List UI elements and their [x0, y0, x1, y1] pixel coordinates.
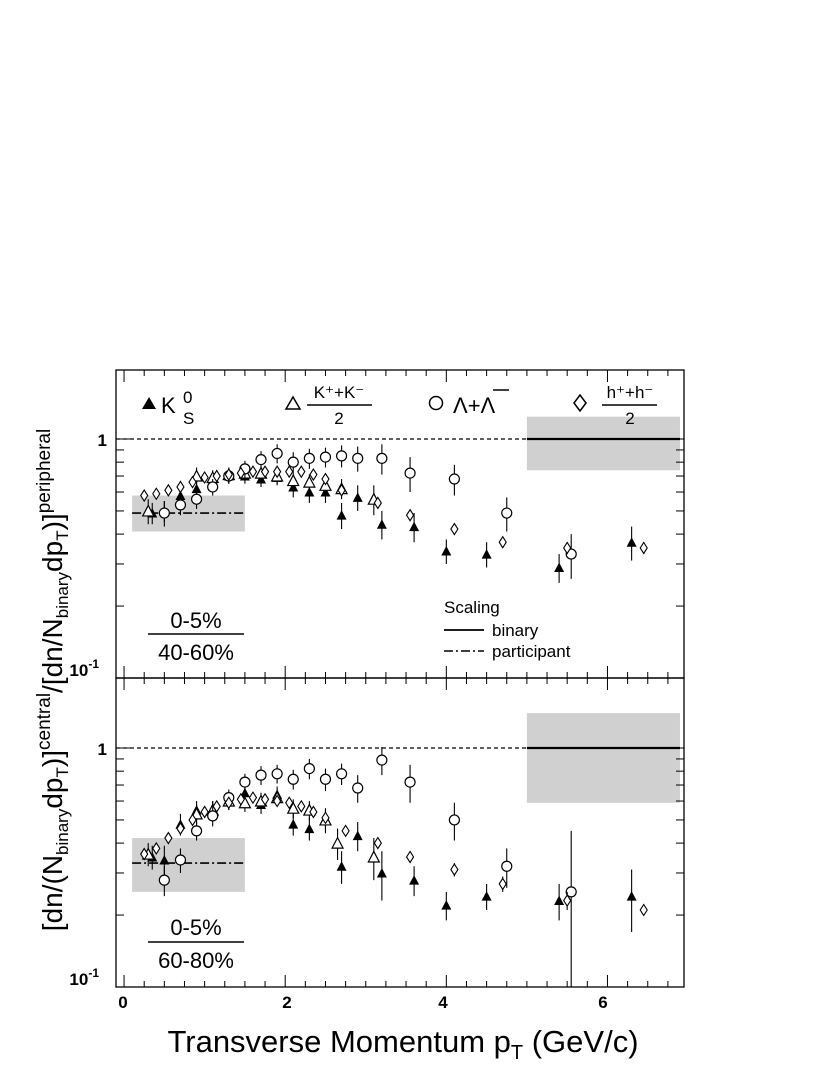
data-point-lambda	[304, 764, 314, 774]
marker-filled-triangle	[554, 562, 564, 572]
marker-filled-triangle	[353, 492, 363, 502]
data-point-lambda	[256, 770, 266, 780]
data-point-hch	[177, 481, 184, 492]
legend-kch-den: 2	[334, 409, 344, 428]
data-point-lambda	[175, 500, 185, 510]
data-point-hch	[451, 524, 458, 535]
data-point-hch	[201, 806, 208, 817]
data-point-hch	[249, 792, 256, 803]
legend-k0s-sup: 0	[183, 388, 193, 407]
marker-open-circle	[377, 755, 387, 765]
data-point-hch	[640, 904, 647, 915]
data-point-lambda	[159, 508, 169, 518]
marker-open-diamond	[249, 466, 256, 477]
marker-filled-triangle	[377, 519, 387, 529]
marker-open-triangle	[332, 838, 343, 849]
data-point-hch	[451, 864, 458, 875]
x-tick-label: 0	[118, 993, 128, 1012]
data-point-lambda	[353, 453, 363, 463]
centrality-top-numerator: 0-5%	[170, 608, 222, 633]
marker-open-diamond	[322, 474, 329, 485]
marker-open-circle	[304, 453, 314, 463]
marker-open-circle	[192, 494, 202, 504]
data-point-hch	[165, 485, 172, 496]
data-point-k0s	[482, 549, 492, 559]
x-tick-label: 4	[438, 993, 448, 1012]
data-point-lambda	[449, 815, 459, 825]
data-point-lambda	[405, 468, 415, 478]
marker-filled-triangle	[409, 875, 419, 885]
marker-open-circle	[304, 764, 314, 774]
legend-open-circle-icon	[430, 397, 443, 410]
marker-open-circle	[377, 453, 387, 463]
marker-open-circle	[208, 811, 218, 821]
marker-open-circle	[449, 474, 459, 484]
data-point-lambda	[208, 482, 218, 492]
centrality-bottom-numerator: 0-5%	[170, 915, 222, 940]
data-point-hch	[322, 474, 329, 485]
marker-filled-triangle	[554, 896, 564, 906]
data-point-k0s	[409, 875, 419, 885]
data-point-hch	[499, 878, 506, 889]
legend-hch-den: 2	[625, 409, 635, 428]
marker-filled-triangle	[337, 861, 347, 871]
marker-open-circle	[337, 769, 347, 779]
legend-hch-num: h⁺+h⁻	[606, 383, 654, 402]
data-point-k0s	[554, 896, 564, 906]
marker-filled-triangle	[482, 891, 492, 901]
data-point-kch	[332, 838, 343, 849]
marker-open-diamond	[201, 806, 208, 817]
centrality-top-denominator: 40-60%	[158, 640, 234, 665]
marker-filled-triangle	[337, 510, 347, 520]
marker-open-circle	[502, 508, 512, 518]
legend-kch-num: K⁺+K⁻	[313, 383, 365, 402]
data-point-hch	[407, 851, 414, 862]
marker-open-diamond	[177, 481, 184, 492]
marker-open-diamond	[640, 542, 647, 553]
y-tick-label-top-0.1: $10^{-1}$	[69, 657, 99, 680]
data-point-lambda	[175, 855, 185, 865]
marker-open-circle	[320, 774, 330, 784]
data-point-hch	[249, 466, 256, 477]
data-point-lambda	[320, 452, 330, 462]
marker-open-circle	[175, 500, 185, 510]
marker-filled-triangle	[377, 868, 387, 878]
data-point-lambda	[377, 453, 387, 463]
legend-k0s-main: K	[161, 393, 176, 418]
data-point-k0s	[337, 861, 347, 871]
data-point-lambda	[256, 455, 266, 465]
data-point-k0s	[409, 522, 419, 532]
data-point-k0s	[304, 824, 314, 834]
data-point-lambda	[337, 451, 347, 461]
data-point-hch	[286, 466, 293, 477]
legend-item-lambda	[430, 390, 510, 418]
scaling-legend-title: Scaling	[444, 598, 500, 617]
marker-filled-triangle	[353, 831, 363, 841]
marker-open-diamond	[451, 864, 458, 875]
y-tick-label-bottom-1: 1	[97, 740, 107, 759]
marker-open-diamond	[407, 851, 414, 862]
data-point-lambda	[320, 774, 330, 784]
data-point-lambda	[272, 769, 282, 779]
marker-filled-triangle	[627, 891, 637, 901]
x-tick-labels	[118, 993, 607, 1012]
data-point-lambda	[240, 777, 250, 787]
data-point-hch	[374, 838, 381, 849]
data-point-lambda	[405, 777, 415, 787]
y-tick-label-top-1: 1	[97, 431, 107, 450]
legend-item-kch	[286, 383, 372, 428]
marker-open-circle	[272, 448, 282, 458]
marker-open-circle	[192, 826, 202, 836]
x-tick-label: 2	[282, 993, 292, 1012]
marker-open-circle	[449, 815, 459, 825]
marker-open-circle	[240, 777, 250, 787]
panel-bottom	[116, 678, 684, 987]
marker-open-circle	[353, 783, 363, 793]
y-tick-label-bottom-0.1: $10^{-1}$	[69, 966, 99, 989]
marker-open-diamond	[407, 510, 414, 521]
marker-open-diamond	[342, 825, 349, 836]
legend-filled-triangle-icon	[142, 397, 156, 409]
marker-filled-triangle	[482, 549, 492, 559]
data-point-k0s	[377, 868, 387, 878]
data-point-lambda	[449, 474, 459, 484]
marker-filled-triangle	[288, 819, 298, 829]
marker-open-circle	[502, 861, 512, 871]
panels-layer	[116, 370, 684, 987]
y-tick-labels	[69, 431, 107, 989]
data-point-k0s	[353, 492, 363, 502]
marker-open-diamond	[165, 485, 172, 496]
marker-open-diamond	[451, 524, 458, 535]
data-point-hch	[640, 542, 647, 553]
data-point-k0s	[288, 819, 298, 829]
marker-open-circle	[320, 452, 330, 462]
marker-open-diamond	[499, 537, 506, 548]
data-point-k0s	[377, 519, 387, 529]
marker-filled-triangle	[441, 546, 451, 556]
marker-open-diamond	[640, 904, 647, 915]
data-point-hch	[298, 801, 305, 812]
marker-open-circle	[405, 777, 415, 787]
data-point-lambda	[337, 769, 347, 779]
legend-lambda-text: Λ+Λ	[453, 393, 496, 418]
data-point-k0s	[441, 546, 451, 556]
marker-open-circle	[288, 774, 298, 784]
marker-open-diamond	[286, 466, 293, 477]
legend-k0s-sub: S	[183, 409, 195, 428]
marker-open-circle	[337, 451, 347, 461]
marker-filled-triangle	[441, 900, 451, 910]
marker-filled-triangle	[627, 537, 637, 547]
data-point-k0s	[337, 510, 347, 520]
data-point-lambda	[502, 508, 512, 518]
marker-open-circle	[288, 457, 298, 467]
data-point-lambda	[502, 861, 512, 871]
scaling-legend-participant-label: participant	[492, 642, 571, 661]
data-point-k0s	[627, 891, 637, 901]
marker-open-circle	[159, 875, 169, 885]
centrality-bottom-denominator: 60-80%	[158, 948, 234, 973]
data-point-lambda	[159, 875, 169, 885]
marker-open-diamond	[374, 838, 381, 849]
marker-open-diamond	[499, 878, 506, 889]
marker-filled-triangle	[409, 522, 419, 532]
marker-open-circle	[208, 482, 218, 492]
data-point-k0s	[353, 831, 363, 841]
centrality-label-top	[148, 608, 244, 665]
data-point-lambda	[272, 448, 282, 458]
data-point-hch	[342, 825, 349, 836]
data-point-lambda	[377, 755, 387, 765]
data-point-hch	[407, 510, 414, 521]
scaling-legend	[444, 598, 571, 661]
marker-open-circle	[256, 455, 266, 465]
y-axis-label: $[dn/(N_{binary}dp_T)]^{central}/[dn/N_{binary}dp_T)]^{peripheral}$	[34, 428, 72, 932]
data-point-lambda	[192, 826, 202, 836]
marker-open-diamond	[298, 466, 305, 477]
participant-uncertainty-band	[132, 838, 245, 892]
data-point-kch	[368, 851, 379, 862]
marker-open-circle	[272, 769, 282, 779]
marker-open-circle	[353, 453, 363, 463]
data-point-k0s	[627, 537, 637, 547]
legend-item-k0s	[142, 388, 194, 428]
marker-open-triangle	[368, 851, 379, 862]
marker-open-circle	[175, 855, 185, 865]
marker-open-circle	[159, 508, 169, 518]
legend-open-triangle-icon	[286, 397, 300, 409]
marker-filled-triangle	[304, 824, 314, 834]
marker-open-circle	[256, 770, 266, 780]
scaling-legend-binary-label: binary	[492, 621, 539, 640]
data-point-hch	[298, 466, 305, 477]
data-point-lambda	[288, 457, 298, 467]
centrality-label-bottom	[148, 915, 244, 973]
data-point-lambda	[353, 783, 363, 793]
data-point-lambda	[192, 494, 202, 504]
data-point-k0s	[441, 900, 451, 910]
binary-uncertainty-band	[527, 713, 680, 803]
data-point-hch	[499, 537, 506, 548]
data-point-k0s	[554, 562, 564, 572]
data-point-lambda	[208, 811, 218, 821]
x-axis-label: Transverse Momentum $p_T$ (GeV/c)	[167, 1024, 639, 1064]
data-point-lambda	[304, 453, 314, 463]
data-point-k0s	[482, 891, 492, 901]
legend-open-diamond-icon	[574, 395, 586, 411]
marker-open-diamond	[298, 801, 305, 812]
binary-uncertainty-band	[527, 417, 680, 471]
marker-open-circle	[405, 468, 415, 478]
marker-open-diamond	[249, 792, 256, 803]
data-point-lambda	[288, 774, 298, 784]
x-tick-label: 6	[598, 993, 608, 1012]
